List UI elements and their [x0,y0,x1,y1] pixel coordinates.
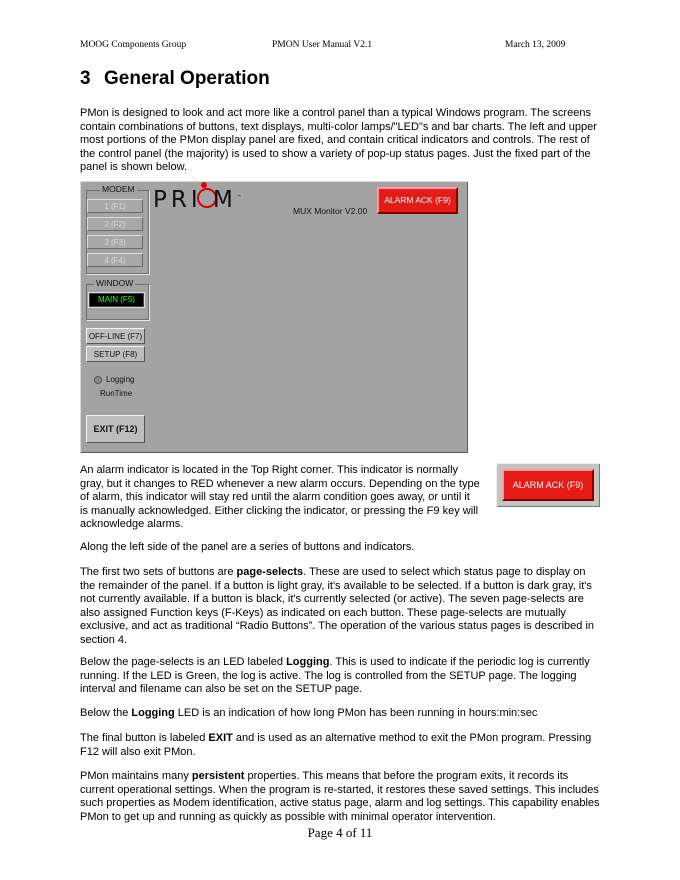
paragraph-persistent [80,770,600,824]
alarm-ack-example-button: ALARM ACK (F9) [502,469,594,501]
p8-bold: persistent [191,770,245,782]
setup-button[interactable]: SETUP (F8) [86,346,145,362]
p7-text-a: The final button is labeled [80,732,209,744]
p6-bold: Logging [131,707,175,719]
offline-button[interactable]: OFF-LINE (F7) [86,328,145,344]
p4-text-a: The first two sets of buttons are [80,566,237,578]
header-company: MOOG Components Group [80,40,187,50]
logging-led [94,376,102,384]
main-button[interactable]: MAIN (F5) [88,292,145,308]
p4-text-c: . These are used to select which status page to display on the remainder of the panel. If a button is light gray, it's available to be selected. If a button is dark gray, it's not currently available. If a button is black, it's currently selected (or active). The seven page-selects are also assigned Function keys (F-Keys) as indicated on each button. These page-selects are mutually exclusive, and act as traditional “Radio Buttons”. The operation of the various status pages is described in section 4. [80,566,595,646]
header-date: March 13, 2009 [505,40,566,50]
mux-monitor-title: MUX Monitor V2.00 [293,206,368,216]
modem-button-1[interactable]: 1 (F1) [87,199,143,213]
paragraph-intro: PMon is designed to look and act more like a control panel than a typical Windows program. The screens contain combinations of buttons, text displays, multi-color lamps/"LED"s and bar charts. The left and upper most portions of the PMon display panel are fixed, and contain critical indicators and controls. The rest of the control panel (the majority) is used to show a variety of pop-up status pages. Just the fixed part of the panel is shown below. [80,107,597,174]
paragraph-exit [80,732,600,759]
pmon-panel-screenshot [80,181,468,453]
p4-bold: page-selects [236,566,304,578]
p6-text-a: Below the [80,707,132,719]
p5-text-c: . This is used to indicate if the periodic log is currently running. If the LED is Green, the log is active. The log is controlled from the SETUP page. The logging interval and filename can also be set on the SETUP page. [80,656,590,696]
p7-bold: EXIT [208,732,233,744]
p5-text-a: Below the page-selects is an LED labeled [80,656,287,668]
paragraph-left-side: Along the left side of the panel are a series of buttons and indicators. [80,541,415,553]
section-title: General Operation [104,68,270,89]
prism-logo [153,187,242,213]
logging-label: Logging [106,375,135,384]
p8-text-c: properties. This means that before the program exits, it records its current operational settings. When the program is re-started, it restores these saved settings. This includes such properties as Modem identification, active status page, alarm and log settings. This capability enables PMon to get up and running as quickly as possible with minimal operator intervention. [80,770,600,823]
p7-text-c: and is used as an alternative method to exit the PMon program. Pressing F12 will also exit PMon. [80,732,592,758]
p5-bold: Logging [286,656,330,668]
prism-logo-text: PRI M [153,187,237,213]
paragraph-runtime [80,707,600,721]
header-doc-title: PMON User Manual V2.1 [272,40,373,50]
runtime-label: RunTime [100,389,133,398]
modem-button-4[interactable]: 4 (F4) [87,253,143,267]
alarm-ack-illustration [496,463,600,507]
window-group-label: WINDOW [96,278,134,288]
modem-group-label: MODEM [102,184,135,194]
alarm-ack-button[interactable]: ALARM ACK (F9) [377,187,458,214]
section-heading [80,68,270,90]
paragraph-alarm: An alarm indicator is located in the Top Right corner. This indicator is normally gray, but it changes to RED whenever a new alarm occurs. Depending on the type of alarm, this indicator will stay red until the alarm condition goes away, or until it is manually acknowledged. Either clicking the indicator, or pressing the F9 key will acknowledge alarms. [80,464,480,531]
paragraph-page-selects [80,566,600,648]
modem-button-2[interactable]: 2 (F2) [87,217,143,231]
p8-text-a: PMon maintains many [80,770,192,782]
p6-text-c: LED is an indication of how long PMon has been running in hours:min:sec [174,707,538,719]
section-number: 3 [80,68,91,89]
page-number: Page 4 of 11 [307,825,373,840]
modem-button-3[interactable]: 3 (F3) [87,235,143,249]
paragraph-logging [80,656,600,697]
exit-button[interactable]: EXIT (F12) [86,415,145,443]
prism-logo-trademark: ™ [236,194,242,201]
